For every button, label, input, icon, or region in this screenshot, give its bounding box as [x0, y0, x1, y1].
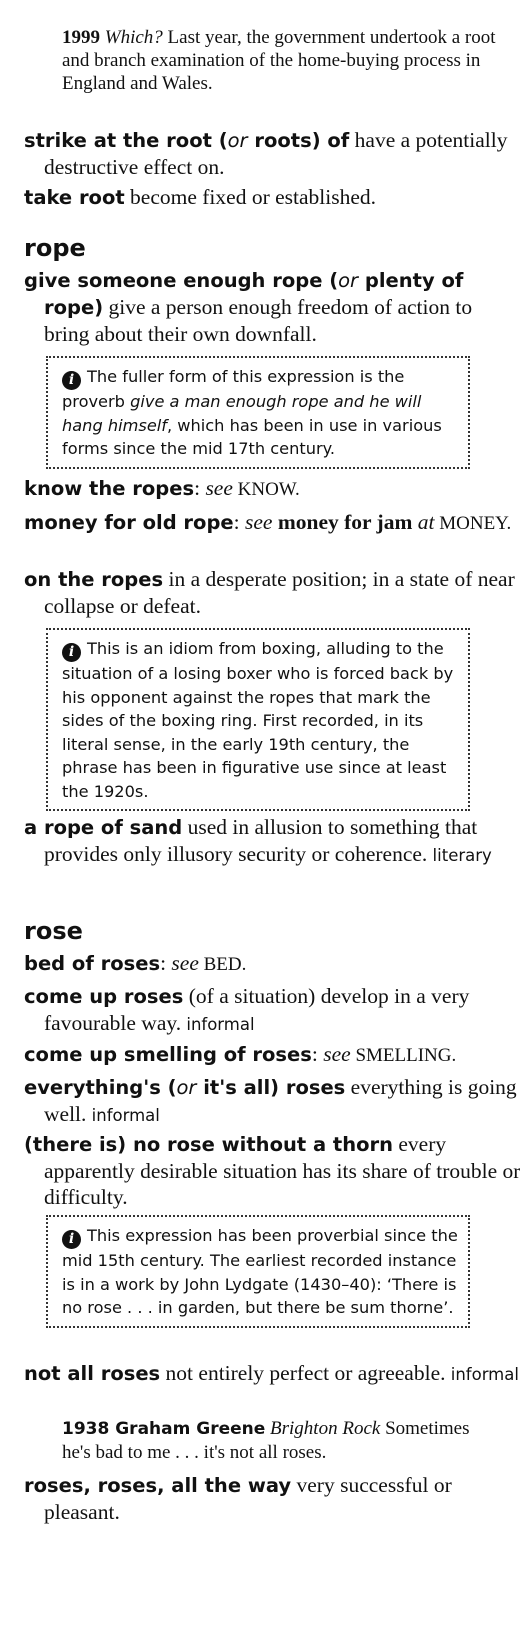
entry-definition: give a person enough freedom of action to bring about their own downfall.: [44, 295, 473, 346]
section-heading-rope: rope: [24, 234, 86, 262]
cross-reference-phrase: money for jam: [272, 510, 413, 534]
entry-definition: have a potentially destructive effect on.: [44, 128, 508, 179]
entry-headword-or: or: [227, 129, 248, 152]
entry-separator: :: [233, 510, 245, 534]
entry-headword: everything's (: [24, 1076, 177, 1099]
entry-headword: a rope of sand: [24, 816, 183, 839]
info-icon: i: [62, 371, 81, 390]
entry-headword: money for old rope: [24, 511, 234, 534]
note-text: This expression has been proverbial since the mid 15th century. The earliest recorded instance is in a work by John Lydgate (1430–40): ‘There is no rose . . . in garden, but there be sum thorne’.: [62, 1226, 458, 1317]
entry-definition: everything is going well.: [44, 1075, 517, 1126]
entry-definition: become fixed or established.: [124, 185, 377, 209]
entry-headword: (there is) no rose without a thorn: [24, 1133, 394, 1156]
entry-headword-or: or: [176, 1076, 197, 1099]
quotation-brighton-rock: [62, 1417, 502, 1464]
entry-see: see: [245, 510, 273, 534]
note-box-proverbial: [46, 1215, 470, 1328]
entry-definition: (of a situation) develop in a very favourable way.: [44, 984, 470, 1035]
section-heading-rose: rose: [24, 917, 83, 945]
entry-headword: plenty of rope): [44, 269, 464, 319]
entry-take-root: [24, 184, 520, 211]
register-label: informal: [181, 1015, 255, 1034]
note-box-fuller-form: [46, 356, 470, 469]
entry-headword: bed of roses: [24, 952, 161, 975]
cross-reference: MONEY.: [434, 513, 512, 534]
entry-definition: very successful or pleasant.: [44, 1473, 452, 1524]
note-proverb: give a man enough rope and he will hang himself: [62, 392, 422, 435]
entry-separator: :: [311, 1042, 324, 1066]
entry-headword: know the ropes: [24, 477, 195, 500]
entry-headword: on the ropes: [24, 568, 164, 591]
entry-on-the-ropes: [24, 566, 520, 619]
entry-come-up-smelling-of-roses: [24, 1041, 520, 1069]
entry-everythings-roses: [24, 1074, 520, 1129]
note-text: The fuller form of this expression is the proverb: [62, 367, 405, 411]
entry-know-the-ropes: [24, 475, 520, 503]
entry-headword: give someone enough rope (: [24, 269, 339, 292]
entry-headword: roses, roses, all the way: [24, 1474, 292, 1497]
entry-headword: roots) of: [247, 129, 350, 152]
entry-see: see: [323, 1042, 351, 1066]
entry-give-someone-enough-rope: [24, 267, 520, 347]
cross-reference: BED.: [198, 954, 247, 975]
cross-reference: SMELLING.: [350, 1045, 457, 1066]
entry-separator: :: [160, 951, 172, 975]
entry-definition: every apparently desirable situation has its share of trouble or difficulty.: [44, 1132, 520, 1209]
entry-not-all-roses: [24, 1360, 520, 1388]
info-icon: i: [62, 1230, 81, 1249]
quote-source: Which?: [104, 27, 163, 48]
note-text: , which has been in use in various forms since the mid 17th century.: [62, 415, 442, 458]
quote-text: Last year, the government undertook a root and branch examination of the home-buying process in England and Wales.: [62, 27, 496, 94]
entry-strike-at-the-root: [24, 127, 520, 180]
entry-see: see: [205, 476, 233, 500]
register-label: informal: [86, 1106, 160, 1125]
entry-headword: take root: [24, 186, 125, 209]
entry-a-rope-of-sand: [24, 814, 520, 869]
note-box-boxing: [46, 628, 470, 811]
quote-year: 1999: [62, 27, 100, 48]
entry-definition: not entirely perfect or agreeable.: [160, 1361, 446, 1385]
note-text: This is an idiom from boxing, alluding to the situation of a losing boxer who is forced back by his opponent against the ropes that mark the sides of the boxing ring. First recorded, in its literal sense, in the early 19th century, the phrase has been in figurative use since at least the 1920s.: [62, 639, 454, 801]
entry-bed-of-roses: [24, 950, 520, 978]
entry-see: see: [171, 951, 199, 975]
entry-headword: not all roses: [24, 1362, 161, 1385]
quotation-which: [62, 26, 502, 95]
entry-no-rose-without-a-thorn: [24, 1131, 520, 1210]
entry-headword: come up smelling of roses: [24, 1043, 312, 1066]
entry-roses-roses-all-the-way: [24, 1472, 520, 1525]
quote-text: Sometimes he's bad to me . . . it's not all roses.: [62, 1418, 470, 1463]
entry-headword: it's all) roses: [196, 1076, 346, 1099]
entry-definition: used in allusion to something that provides only illusory security or coherence.: [44, 815, 478, 866]
entry-come-up-roses: [24, 983, 520, 1038]
cross-reference: KNOW.: [232, 479, 300, 500]
entry-definition: in a desperate position; in a state of near collapse or defeat.: [44, 567, 515, 618]
register-label: literary: [427, 846, 492, 865]
entry-at: at: [412, 510, 435, 534]
entry-money-for-old-rope: [24, 509, 520, 537]
quote-year-author: 1938 Graham Greene: [62, 1419, 266, 1439]
entry-headword: come up roses: [24, 985, 184, 1008]
quote-work: Brighton Rock: [265, 1418, 381, 1439]
entry-headword: strike at the root (: [24, 129, 228, 152]
entry-separator: :: [194, 476, 206, 500]
entry-headword-or: or: [338, 269, 359, 292]
register-label: informal: [445, 1365, 519, 1384]
info-icon: i: [62, 643, 81, 662]
